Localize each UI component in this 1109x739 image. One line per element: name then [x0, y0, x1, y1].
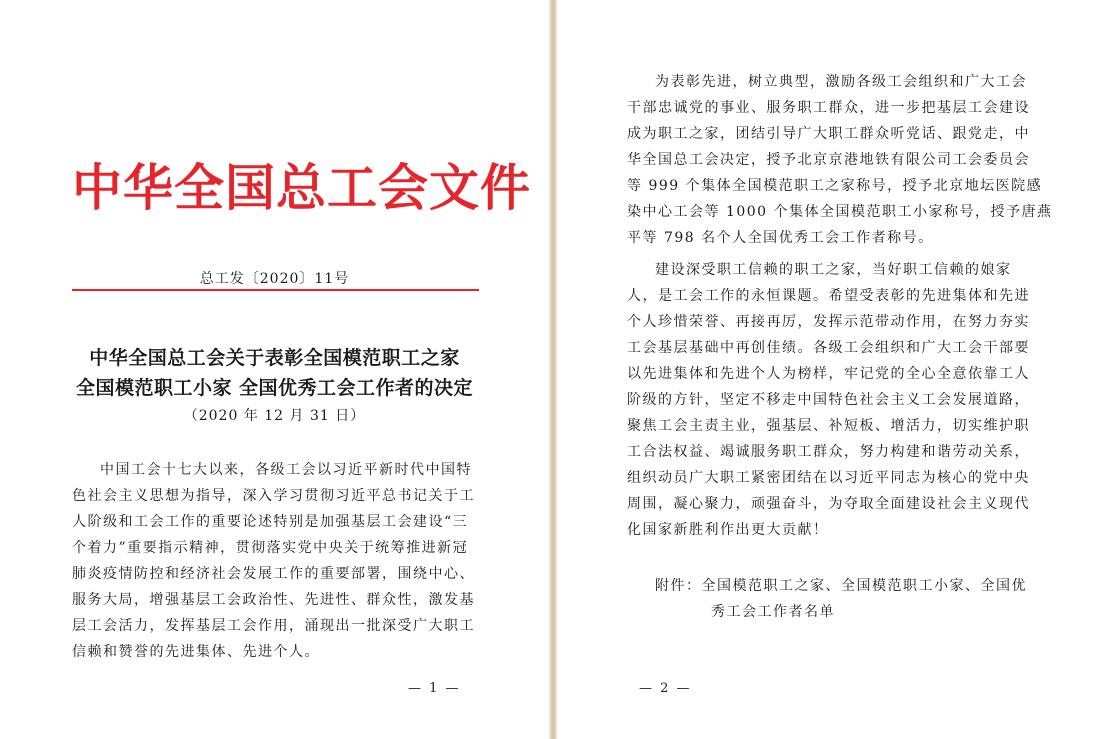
document-title-line-2: 全国模范职工小家 全国优秀工会工作者的决定 — [75, 377, 474, 399]
page-number: — 1 — — [408, 681, 461, 696]
body-paragraph-line: 肺炎疫情防控和经济社会发展工作的重要部署，围绕中心、 — [72, 566, 475, 582]
document-masthead: 中华全国总工会文件 — [72, 159, 531, 217]
body-paragraph-line: 聚焦工会主责主业，强基层、补短板、增活力，切实维护职 — [627, 418, 1030, 434]
document-number: 总工发〔2020〕11号 — [199, 271, 350, 287]
body-paragraph-line: 人阶级和工会工作的重要论述特别是加强基层工会建设“三 — [72, 514, 469, 530]
document-date: （2020 年 12 月 31 日） — [183, 408, 366, 424]
body-paragraph-line: 干部忠诚党的事业、服务职工群众，进一步把基层工会建设 — [627, 100, 1030, 116]
body-paragraph-line: 阶级的方针，坚定不移走中国特色社会主义工会发展道路， — [627, 392, 1030, 408]
red-divider-rule — [72, 289, 479, 291]
attachment-line-2: 秀工会工作者名单 — [711, 604, 835, 620]
document-page-1 — [0, 0, 551, 739]
body-paragraph-line: 华全国总工会决定，授予北京京港地铁有限公司工会委员会 — [627, 152, 1030, 168]
body-paragraph-line: 以先进集体和先进个人为榜样，牢记党的全心全意依靠工人 — [627, 366, 1030, 382]
body-paragraph-line: 色社会主义思想为指导，深入学习贯彻习近平总书记关于工 — [72, 488, 475, 504]
body-paragraph-line: 中国工会十七大以来，各级工会以习近平新时代中国特 — [100, 462, 472, 478]
body-paragraph-line: 为表彰先进，树立典型，激励各级工会组织和广大工会 — [655, 74, 1027, 90]
page-number: — 2 — — [639, 681, 692, 696]
body-paragraph-line: 组织动员广大职工紧密团结在以习近平同志为核心的党中央 — [627, 470, 1030, 486]
body-paragraph-line: 周围，凝心聚力，顽强奋斗，为夺取全面建设社会主义现代 — [627, 496, 1030, 512]
body-paragraph-line: 等 999 个集体全国模范职工之家称号，授予北京地坛医院感 — [627, 178, 1043, 194]
document-page-2 — [557, 0, 1109, 739]
page-spine-divider — [549, 0, 557, 739]
body-paragraph-line: 个着力”重要指示精神，贯彻落实党中央关于统筹推进新冠 — [72, 540, 469, 556]
document-title-line-1: 中华全国总工会关于表彰全国模范职工之家 — [89, 347, 460, 369]
body-paragraph-line: 化国家新胜利作出更大贡献！ — [627, 522, 829, 538]
body-paragraph-line: 成为职工之家，团结引导广大职工群众听党话、跟党走，中 — [627, 126, 1030, 142]
body-paragraph-line: 建设深受职工信赖的职工之家，当好职工信赖的娘家 — [655, 262, 1012, 278]
body-paragraph-line: 信赖和赞誉的先进集体、先进个人。 — [72, 644, 320, 660]
body-paragraph-line: 工合法权益、竭诚服务职工群众，努力构建和谐劳动关系， — [627, 444, 1030, 460]
body-paragraph-line: 服务大局，增强基层工会政治性、先进性、群众性，激发基 — [72, 592, 475, 608]
body-paragraph-line: 工会基层基础中再创佳绩。各级工会组织和广大工会干部要 — [627, 340, 1030, 356]
attachment-line-1: 附件：全国模范职工之家、全国模范职工小家、全国优 — [655, 578, 1027, 594]
body-paragraph-line: 染中心工会等 1000 个集体全国模范职工小家称号，授予唐燕 — [627, 204, 1053, 220]
body-paragraph-line: 层工会活力，发挥基层工会作用，涌现出一批深受广大职工 — [72, 618, 475, 634]
body-paragraph-line: 人，是工会工作的永恒课题。希望受表彰的先进集体和先进 — [627, 288, 1030, 304]
body-paragraph-line: 平等 798 名个人全国优秀工会工作者称号。 — [627, 230, 934, 246]
body-paragraph-line: 个人珍惜荣誉、再接再厉，发挥示范带动作用，在努力夯实 — [627, 314, 1030, 330]
